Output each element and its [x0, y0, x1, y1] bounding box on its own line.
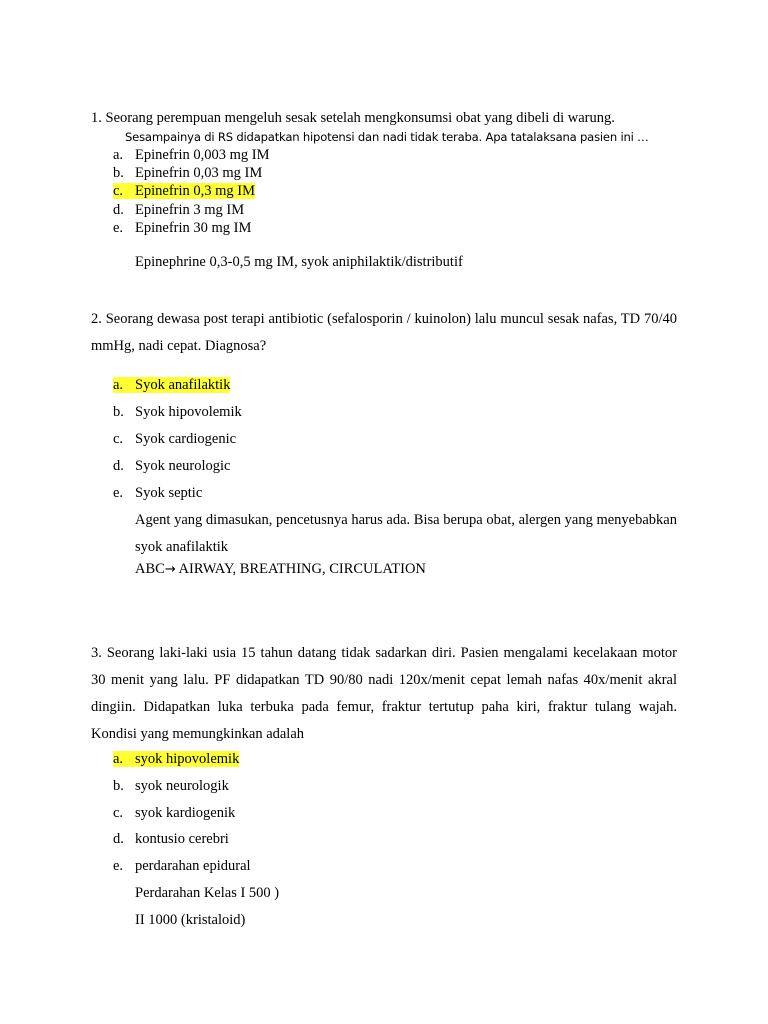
q3-option-a-answer: a. syok hipovolemik	[113, 751, 240, 767]
abc-prefix: ABC	[135, 561, 165, 577]
question-2: 2. Seorang dewasa post terapi antibiotic (sefalosporin / kuinolon) lalu muncul sesak nafas, TD 70/40 mmHg, nadi cepat. Diagnosa?	[91, 311, 677, 354]
question-2-options	[113, 372, 242, 507]
q2-option-e: e. Syok septic	[113, 485, 203, 501]
abc-text: AIRWAY, BREATHING, CIRCULATION	[175, 561, 426, 577]
q3-option-d: d. kontusio cerebri	[113, 831, 229, 848]
q3-option-e: e. perdarahan epidural	[113, 858, 251, 875]
q1-option-b: b. Epinefrin 0,03 mg IM	[113, 165, 263, 182]
q2-option-a-answer: a. Syok anafilaktik	[113, 377, 231, 393]
right-arrow-icon: →	[164, 562, 176, 577]
question-1-note: Epinephrine 0,3-0,5 mg IM, syok aniphilaktik/distributif	[135, 254, 463, 270]
q2-option-b: b. Syok hipovolemik	[113, 404, 242, 420]
q1-option-a: a. Epinefrin 0,003 mg IM	[113, 147, 270, 163]
question-1	[91, 109, 677, 146]
question-3-note-line-1: Perdarahan Kelas I 500 )	[135, 885, 280, 901]
q2-option-c: c. Syok cardiogenic	[113, 431, 237, 447]
question-1-options	[113, 146, 270, 237]
q3-option-b: b. syok neurologik	[113, 777, 229, 794]
q3-option-c: c. syok kardiogenik	[113, 804, 236, 821]
q1-option-e: e. Epinefrin 30 mg IM	[113, 219, 252, 236]
q1-option-c-answer: c. Epinefrin 0,3 mg IM	[113, 183, 256, 200]
question-3-note	[135, 880, 279, 934]
question-1-line-1: 1. Seorang perempuan mengeluh sesak setelah mengkonsumsi obat yang dibeli di warung.	[91, 110, 615, 126]
question-3-note-line-2: II 1000 (kristaloid)	[135, 912, 246, 928]
question-1-line-2: Sesampainya di RS didapatkan hipotensi dan nadi tidak teraba. Apa tatalaksana pasien ini …	[125, 129, 649, 144]
q2-option-d: d. Syok neurologic	[113, 458, 231, 474]
question-3: 3. Seorang laki-laki usia 15 tahun datang tidak sadarkan diri. Pasien mengalami kecelakaan motor 30 menit yang lalu. PF didapatkan TD 90/80 nadi 120x/menit cepat lemah nafas 40x/menit akral dingiin. Didapatkan luka terbuka pada femur, fraktur tertutup paha kiri, fraktur tulang wajah. Kondisi yang memungkinkan adalah	[91, 645, 677, 742]
question-2-note: Agent yang dimasukan, pencetusnya harus ada. Bisa berupa obat, alergen yang menyebabkan syok anafilaktik	[135, 512, 677, 555]
q1-option-d: d. Epinefrin 3 mg IM	[113, 201, 245, 218]
question-3-options	[113, 746, 251, 880]
abc-line	[135, 561, 426, 578]
